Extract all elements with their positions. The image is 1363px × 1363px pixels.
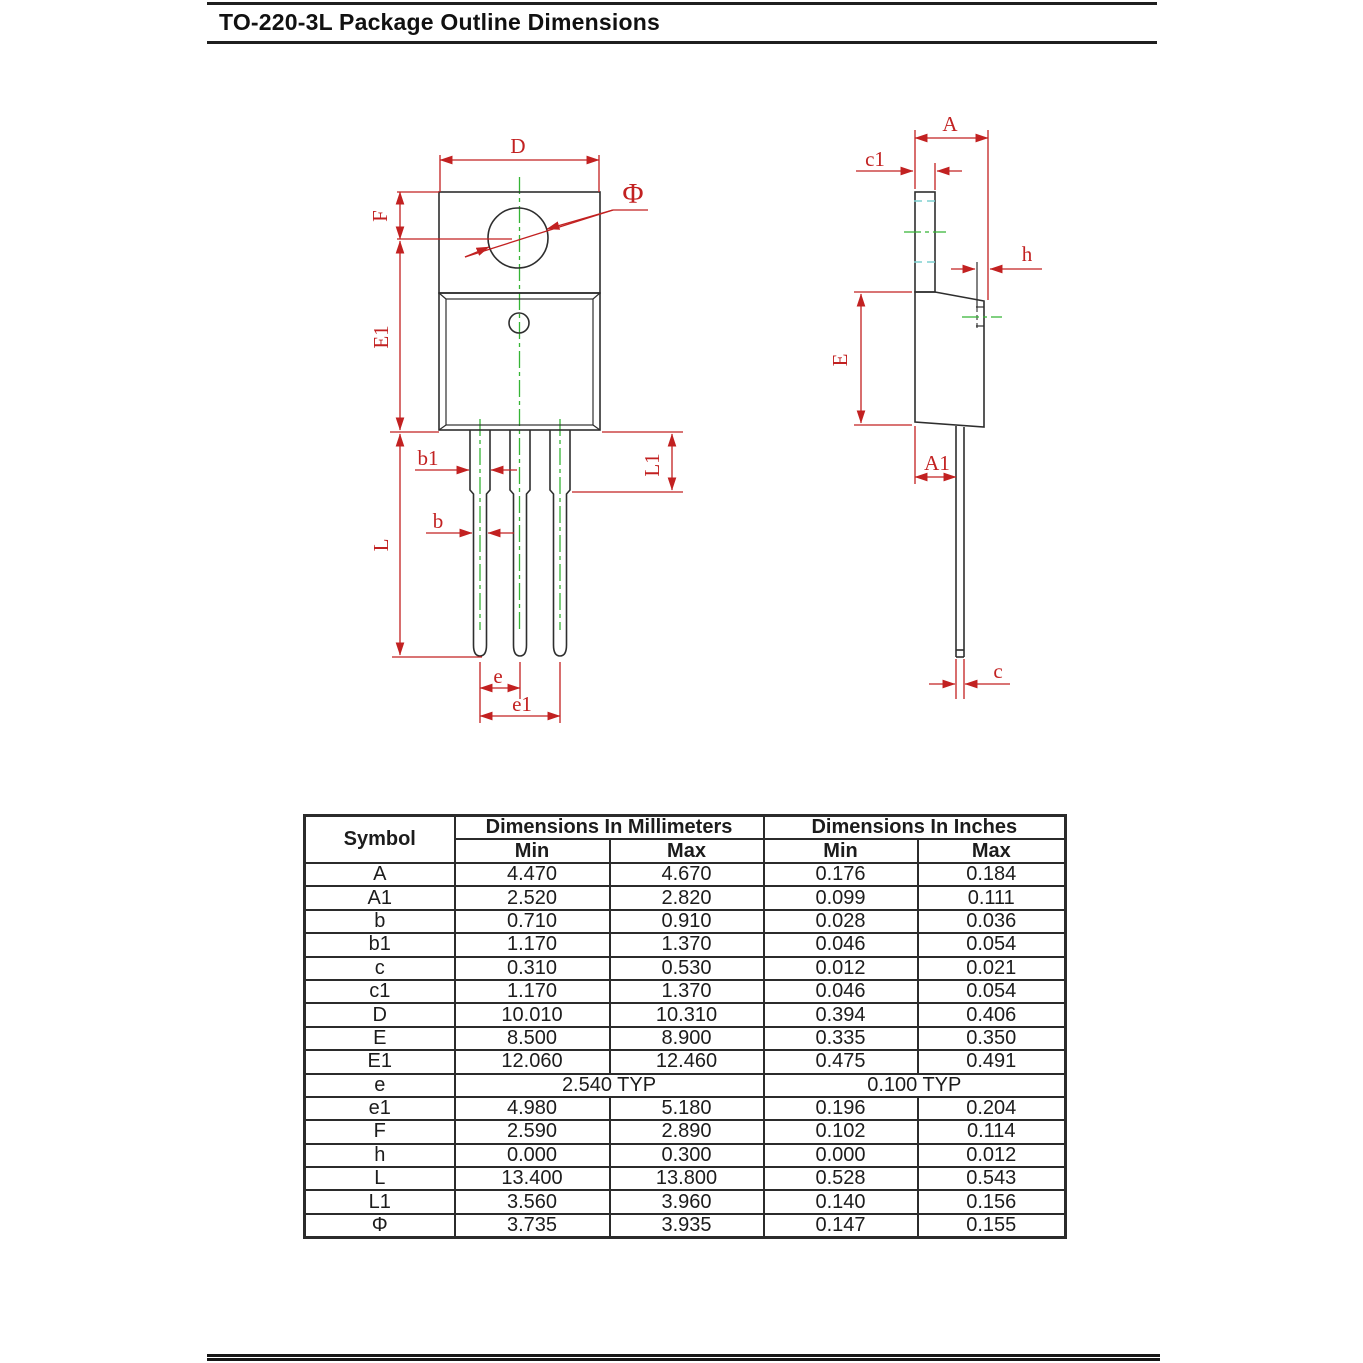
package-body-side <box>915 192 984 657</box>
dim-label-c: c <box>993 659 1003 683</box>
table-row <box>305 1214 1066 1238</box>
value-cell: 0.155 <box>918 1214 1066 1238</box>
table-row <box>305 1097 1066 1120</box>
symbol-cell: Φ <box>305 1214 455 1238</box>
table-row <box>305 1190 1066 1213</box>
value-cell: 0.054 <box>918 980 1066 1003</box>
value-cell: 0.176 <box>764 863 918 886</box>
table-row <box>305 1120 1066 1143</box>
value-cell: 0.021 <box>918 957 1066 980</box>
header-inch-min: Min <box>764 839 918 863</box>
value-cell: 0.012 <box>918 1144 1066 1167</box>
value-cell: 0.054 <box>918 933 1066 956</box>
table-row <box>305 1003 1066 1026</box>
dim-b1 <box>415 446 517 470</box>
dimensions-table <box>303 814 1067 1239</box>
symbol-cell: A1 <box>305 886 455 909</box>
dim-F <box>368 192 512 239</box>
dim-label-e: e <box>493 664 503 688</box>
value-cell: 0.140 <box>764 1190 918 1213</box>
value-cell: 8.500 <box>455 1027 610 1050</box>
symbol-cell: F <box>305 1120 455 1143</box>
value-cell: 0.114 <box>918 1120 1066 1143</box>
value-cell: 13.800 <box>610 1167 764 1190</box>
symbol-cell: L1 <box>305 1190 455 1213</box>
header-inch-group: Dimensions In Inches <box>764 816 1066 840</box>
value-cell: 4.670 <box>610 863 764 886</box>
table-row <box>305 933 1066 956</box>
symbol-cell: c1 <box>305 980 455 1003</box>
value-cell: 2.590 <box>455 1120 610 1143</box>
table-row <box>305 957 1066 980</box>
symbol-cell: e <box>305 1074 455 1097</box>
table-row <box>305 886 1066 909</box>
value-cell: 0.910 <box>610 910 764 933</box>
table-row <box>305 1144 1066 1167</box>
value-cell: 0.528 <box>764 1167 918 1190</box>
value-cell: 5.180 <box>610 1097 764 1120</box>
value-cell: 0.710 <box>455 910 610 933</box>
value-cell: 0.028 <box>764 910 918 933</box>
dim-phi <box>465 178 648 257</box>
value-cell: 0.156 <box>918 1190 1066 1213</box>
dim-c <box>929 659 1010 699</box>
header-mm-group: Dimensions In Millimeters <box>455 816 764 840</box>
value-cell: 10.010 <box>455 1003 610 1026</box>
value-cell: 1.370 <box>610 980 764 1003</box>
value-cell: 0.100 TYP <box>764 1074 1066 1097</box>
dim-label-A: A <box>942 112 958 136</box>
value-cell: 0.184 <box>918 863 1066 886</box>
mounting-hole <box>488 208 548 268</box>
dim-E <box>828 292 912 425</box>
header-inch-max: Max <box>918 839 1066 863</box>
symbol-cell: E <box>305 1027 455 1050</box>
value-cell: 8.900 <box>610 1027 764 1050</box>
symbol-cell: E1 <box>305 1050 455 1073</box>
value-cell: 4.470 <box>455 863 610 886</box>
value-cell: 0.310 <box>455 957 610 980</box>
value-cell: 3.735 <box>455 1214 610 1238</box>
value-cell: 0.099 <box>764 886 918 909</box>
value-cell: 0.046 <box>764 933 918 956</box>
dim-L1 <box>572 432 683 492</box>
dim-label-e1: e1 <box>512 692 532 716</box>
table-row <box>305 1167 1066 1190</box>
tab-side-outline <box>915 192 935 292</box>
header-mm-min: Min <box>455 839 610 863</box>
dim-A1 <box>915 426 956 484</box>
value-cell: 2.820 <box>610 886 764 909</box>
value-cell: 2.890 <box>610 1120 764 1143</box>
footer-rule <box>207 1354 1160 1361</box>
value-cell: 1.170 <box>455 980 610 1003</box>
dim-label-L: L <box>369 538 393 552</box>
header-mm-max: Max <box>610 839 764 863</box>
value-cell: 0.300 <box>610 1144 764 1167</box>
value-cell: 12.460 <box>610 1050 764 1073</box>
value-cell: 0.046 <box>764 980 918 1003</box>
table-row <box>305 980 1066 1003</box>
value-cell: 0.543 <box>918 1167 1066 1190</box>
front-view <box>368 134 683 723</box>
dim-label-A1: A1 <box>924 451 950 475</box>
value-cell: 4.980 <box>455 1097 610 1120</box>
value-cell: 2.520 <box>455 886 610 909</box>
value-cell: 0.000 <box>455 1144 610 1167</box>
dim-h <box>951 242 1042 269</box>
symbol-cell: c <box>305 957 455 980</box>
value-cell: 12.060 <box>455 1050 610 1073</box>
dim-E1 <box>369 241 439 432</box>
value-cell: 0.102 <box>764 1120 918 1143</box>
page-title: TO-220-3L Package Outline Dimensions <box>219 9 660 35</box>
dim-c1 <box>856 147 962 190</box>
value-cell: 0.000 <box>764 1144 918 1167</box>
value-cell: 2.540 TYP <box>455 1074 764 1097</box>
value-cell: 0.147 <box>764 1214 918 1238</box>
value-cell: 0.036 <box>918 910 1066 933</box>
value-cell: 0.406 <box>918 1003 1066 1026</box>
value-cell: 0.012 <box>764 957 918 980</box>
header-symbol: Symbol <box>305 816 455 864</box>
dim-label-h: h <box>1021 242 1033 266</box>
table-row <box>305 1050 1066 1073</box>
dim-label-D: D <box>510 134 526 158</box>
table-row <box>305 863 1066 886</box>
table-row <box>305 1027 1066 1050</box>
symbol-cell: A <box>305 863 455 886</box>
value-cell: 0.394 <box>764 1003 918 1026</box>
table-row <box>305 910 1066 933</box>
value-cell: 0.196 <box>764 1097 918 1120</box>
dimensions-table-body <box>305 863 1066 1237</box>
symbol-cell: e1 <box>305 1097 455 1120</box>
dim-label-c1: c1 <box>865 147 885 171</box>
value-cell: 1.170 <box>455 933 610 956</box>
dim-label-E1: E1 <box>369 325 393 349</box>
side-view <box>828 112 1042 699</box>
dim-label-L1: L1 <box>640 453 664 477</box>
symbol-cell: h <box>305 1144 455 1167</box>
value-cell: 0.111 <box>918 886 1066 909</box>
symbol-cell: b <box>305 910 455 933</box>
dim-label-phi: Φ <box>622 178 644 210</box>
value-cell: 3.935 <box>610 1214 764 1238</box>
value-cell: 0.530 <box>610 957 764 980</box>
dimensions-table-header <box>305 816 1066 864</box>
value-cell: 0.491 <box>918 1050 1066 1073</box>
dim-label-E: E <box>828 353 852 367</box>
value-cell: 0.335 <box>764 1027 918 1050</box>
symbol-cell: b1 <box>305 933 455 956</box>
value-cell: 3.560 <box>455 1190 610 1213</box>
value-cell: 1.370 <box>610 933 764 956</box>
symbol-cell: L <box>305 1167 455 1190</box>
value-cell: 0.204 <box>918 1097 1066 1120</box>
lead-side <box>956 426 964 657</box>
dim-label-b1: b1 <box>417 446 439 470</box>
symbol-cell: D <box>305 1003 455 1026</box>
value-cell: 3.960 <box>610 1190 764 1213</box>
value-cell: 10.310 <box>610 1003 764 1026</box>
value-cell: 0.350 <box>918 1027 1066 1050</box>
value-cell: 0.475 <box>764 1050 918 1073</box>
dim-label-b: b <box>432 509 444 533</box>
dim-label-F: F <box>368 210 392 222</box>
table-row <box>305 1074 1066 1097</box>
value-cell: 13.400 <box>455 1167 610 1190</box>
dim-e1 <box>480 692 560 716</box>
body-side-outline <box>915 292 984 427</box>
dim-b <box>426 509 514 533</box>
centerlines-side <box>904 232 1002 317</box>
